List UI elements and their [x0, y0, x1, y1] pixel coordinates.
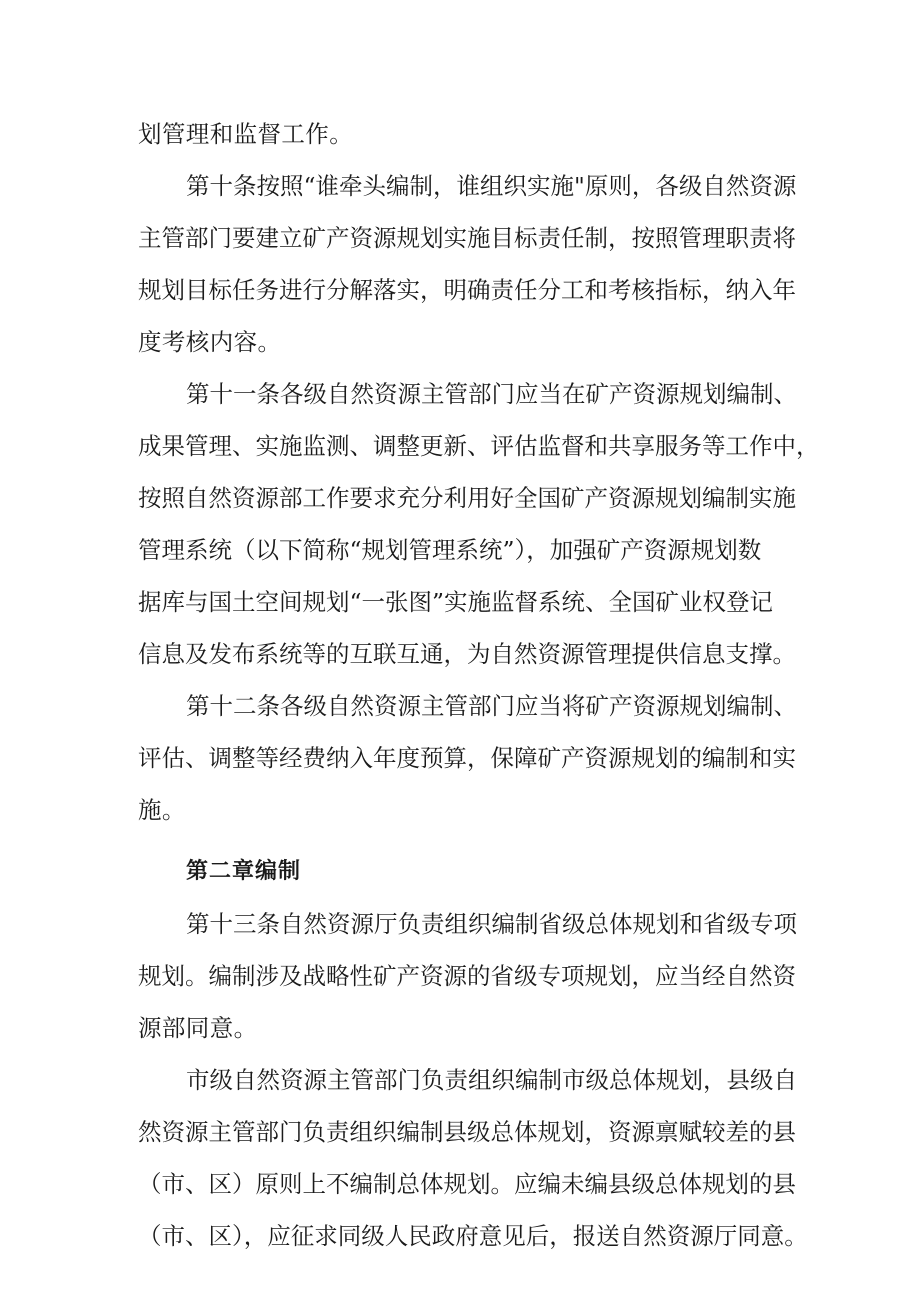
- text-line: 然资源主管部门负责组织编制县级总体规划，资源禀赋较差的县: [138, 1118, 796, 1146]
- chapter-heading: 第二章编制: [186, 859, 302, 884]
- text-line: 按照自然资源部工作要求充分利用好全国矿产资源规划编制实施: [138, 484, 796, 512]
- paragraph-article-11-start: 第十一条各级自然资源主管部门应当在矿产资源规划编制、: [186, 380, 797, 408]
- text-line: 管理系统（以下简称“规划管理系统”），加强矿产资源规划数: [138, 536, 762, 564]
- text-line: 据库与国土空间规划“一张图”实施监督系统、全国矿业权登记: [138, 588, 774, 616]
- text-line: 成果管理、实施监测、调整更新、评估监督和共享服务等工作中，: [138, 432, 820, 460]
- paragraph-city-county-start: 市级自然资源主管部门负责组织编制市级总体规划，县级自: [186, 1066, 797, 1094]
- paragraph-article-13-start: 第十三条自然资源厅负责组织编制省级总体规划和省级专项: [186, 910, 797, 938]
- text-line: （市、区）原则上不编制总体规划。应编未编县级总体规划的县: [138, 1170, 796, 1198]
- text-line: 主管部门要建立矿产资源规划实施目标责任制，按照管理职责将: [138, 224, 796, 252]
- text-line: 信息及发布系统等的互联互通，为自然资源管理提供信息支撑。: [138, 640, 796, 668]
- text-line: 划管理和监督工作。: [138, 120, 354, 148]
- text-line: 度考核内容。: [138, 328, 282, 356]
- text-line: （市、区），应征求同级人民政府意见后，报送自然资源厅同意。: [138, 1222, 808, 1250]
- paragraph-article-10-start: 第十条按照“谁牵头编制，谁组织实施"原则，各级自然资源: [186, 172, 797, 200]
- text-line: 规划目标任务进行分解落实，明确责任分工和考核指标，纳入年: [138, 276, 796, 304]
- text-line: 施。: [138, 796, 186, 824]
- text-line: 评估、调整等经费纳入年度预算，保障矿产资源规划的编制和实: [138, 744, 796, 772]
- paragraph-article-12-start: 第十二条各级自然资源主管部门应当将矿产资源规划编制、: [186, 692, 797, 720]
- text-line: 规划。编制涉及战略性矿产资源的省级专项规划，应当经自然资: [138, 962, 796, 990]
- text-line: 源部同意。: [138, 1014, 258, 1042]
